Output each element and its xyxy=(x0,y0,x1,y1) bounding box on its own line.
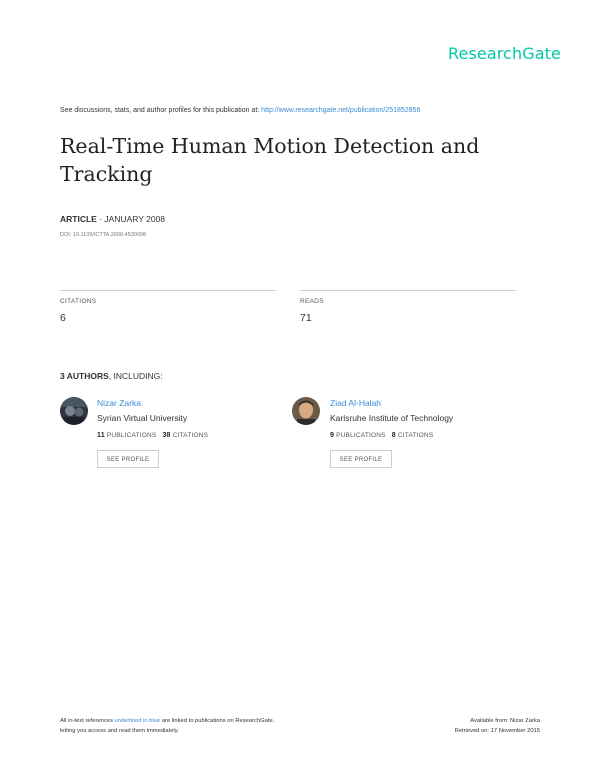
author-avatar-nizar-zarka[interactable] xyxy=(60,397,88,425)
footer-line-1 xyxy=(60,716,274,726)
article-type: ARTICLE xyxy=(60,214,97,224)
author-name[interactable]: Nizar Zarka xyxy=(97,398,141,408)
article-meta xyxy=(60,214,165,224)
article-date: · JANUARY 2008 xyxy=(96,214,166,224)
page-title: Real-Time Human Motion Detection and Tracking xyxy=(60,134,480,186)
author-stats xyxy=(97,432,208,439)
reads-count: 71 xyxy=(300,312,312,324)
author-institution: Syrian Virtual University xyxy=(97,413,188,423)
citations-count: 6 xyxy=(60,312,66,324)
footer-left xyxy=(60,716,274,736)
authors-heading xyxy=(60,371,163,381)
author-institution: Karlsruhe Institute of Technology xyxy=(330,413,454,423)
footer-text: All in-text references xyxy=(60,718,115,724)
doi: DOI: 10.1109/ICTTA.2008.4530098 xyxy=(60,232,147,238)
citations-divider xyxy=(60,290,276,291)
underlined-link-note[interactable]: underlined in blue xyxy=(114,718,161,724)
footer-right xyxy=(455,716,540,736)
available-from: Available from: Nizar Zarka xyxy=(470,718,540,724)
citations-label: CITATIONS xyxy=(397,432,434,439)
publication-link[interactable]: http://www.researchgate.net/publication/251852856 xyxy=(261,107,421,114)
retrieved-on: Retrieved on: 17 November 2015 xyxy=(454,728,540,734)
publications-count: 9 xyxy=(330,432,335,439)
publications-count: 11 xyxy=(97,432,105,439)
user-photo-icon xyxy=(292,397,320,425)
authors-count: 3 AUTHORS xyxy=(60,371,109,381)
see-profile-button[interactable]: SEE PROFILE xyxy=(330,450,392,468)
author-name[interactable]: Ziad Al-Halah xyxy=(330,398,382,408)
citations-count: 8 xyxy=(391,432,396,439)
publications-label: PUBLICATIONS xyxy=(106,432,157,439)
researchgate-logo[interactable]: ResearchGate xyxy=(448,44,561,63)
footer-text: are linked to publications on ResearchGate, xyxy=(160,718,275,724)
citations-label: CITATIONS xyxy=(172,432,209,439)
citations-count: 38 xyxy=(162,432,171,439)
author-avatar-ziad-al-halah[interactable] xyxy=(292,397,320,425)
user-photo-icon xyxy=(60,397,88,425)
see-profile-button[interactable]: SEE PROFILE xyxy=(97,450,159,468)
reads-label: READS xyxy=(300,298,324,305)
reads-divider xyxy=(300,290,516,291)
discussion-notice xyxy=(60,107,420,114)
authors-suffix: , INCLUDING: xyxy=(108,371,163,381)
citations-label: CITATIONS xyxy=(60,298,97,305)
footer-line-2: letting you access and read them immediately. xyxy=(60,728,179,734)
author-stats xyxy=(330,432,433,439)
discussion-text: See discussions, stats, and author profiles for this publication at: xyxy=(60,107,262,114)
publications-label: PUBLICATIONS xyxy=(336,432,386,439)
